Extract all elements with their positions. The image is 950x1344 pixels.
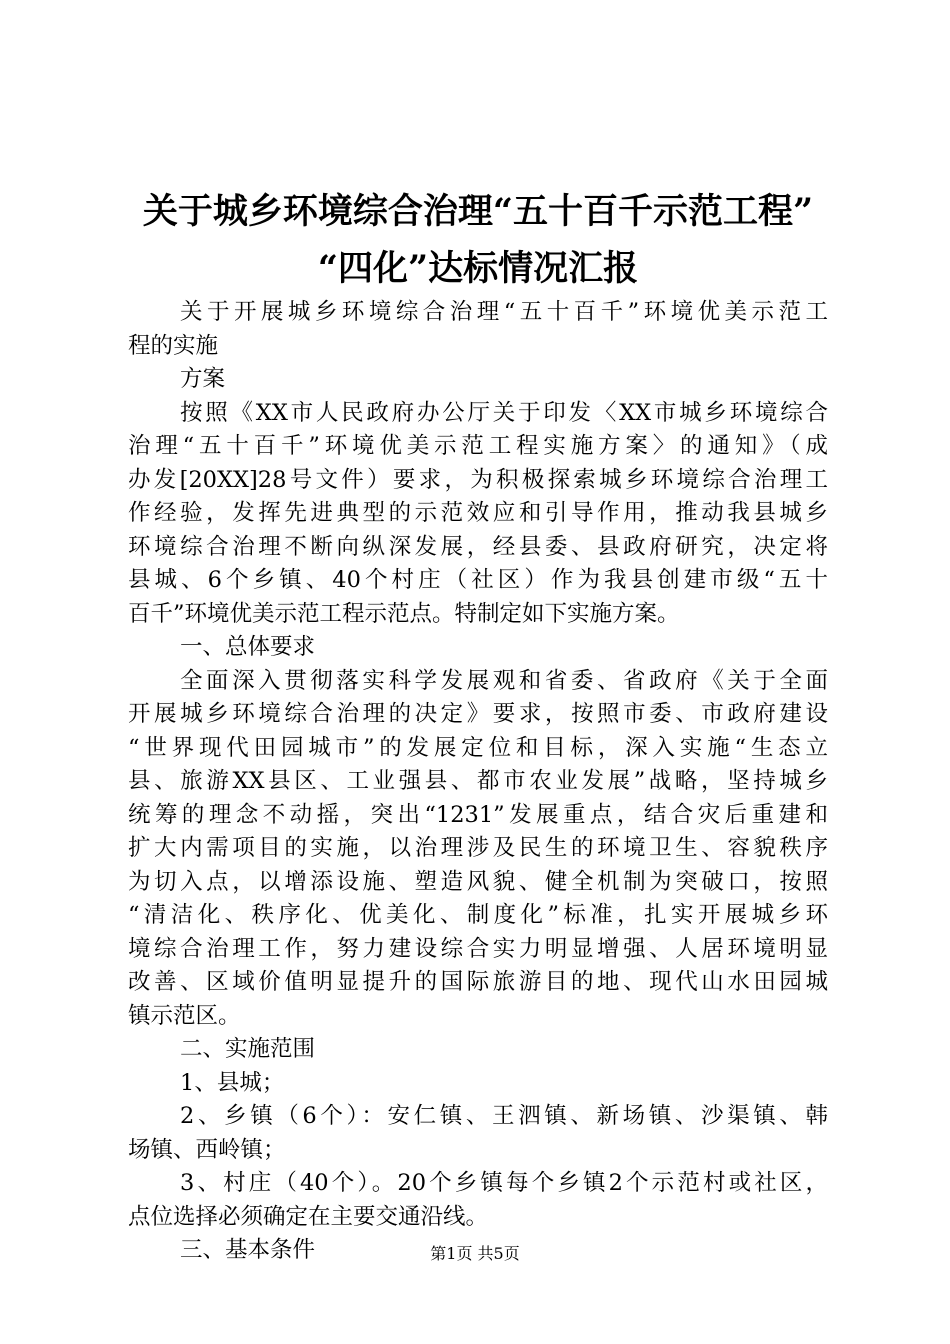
body-text-line: “清洁化、秩序化、优美化、制度化”标准，扎实开展城乡环: [128, 902, 828, 928]
body-text-line: 开展城乡环境综合治理的决定》要求，按照市委、市政府建设: [128, 701, 828, 727]
body-text-line: 按照《XX市人民政府办公厅关于印发〈XX市城乡环境综合: [180, 399, 828, 426]
body-text-line: 全面深入贯彻落实科学发展观和省委、省政府《关于全面: [180, 667, 828, 694]
body-text-line: 治理“五十百千”环境优美示范工程实施方案〉的通知》（成: [128, 433, 828, 459]
body-text-line: 关于开展城乡环境综合治理“五十百千”环境优美示范工: [180, 299, 828, 325]
body-text-line: 二、实施范围: [180, 1036, 316, 1062]
body-text-line: 境综合治理工作，努力建设综合实力明显增强、人居环境明显: [128, 935, 828, 962]
body-text-line: 镇示范区。: [128, 1002, 241, 1029]
body-text-line: 县城、6个乡镇、40个村庄（社区）作为我县创建市级“五十: [128, 567, 828, 593]
body-text-line: “世界现代田园城市”的发展定位和目标，深入实施“生态立: [128, 734, 828, 761]
body-text-line: 方案: [180, 366, 226, 392]
body-text-line: 2、乡镇（6个）：安仁镇、王泗镇、新场镇、沙渠镇、韩: [180, 1103, 828, 1129]
body-text-line: 为切入点，以增添设施、塑造风貌、健全机制为突破口，按照: [128, 868, 828, 895]
body-text-line: 改善、区域价值明显提升的国际旅游目的地、现代山水田园城: [128, 969, 828, 995]
body-text-line: 作经验，发挥先进典型的示范效应和引导作用，推动我县城乡: [128, 500, 828, 526]
body-text-line: 程的实施: [128, 332, 219, 359]
body-text-line: 扩大内需项目的实施，以治理涉及民生的环境卫生、容貌秩序: [128, 835, 828, 861]
body-text-line: 统筹的理念不动摇，突出“1231”发展重点，结合灾后重建和: [128, 801, 828, 828]
document-body: [128, 296, 828, 1268]
body-text-line: 环境综合治理不断向纵深发展，经县委、县政府研究，决定将: [128, 533, 828, 560]
body-text-line: 三、基本条件: [180, 1237, 316, 1263]
document-title-line-2: “四化”达标情况汇报: [317, 248, 639, 289]
body-text-line: 3、村庄（40个）。20个乡镇每个乡镇2个示范村或社区，: [180, 1170, 828, 1196]
body-text-line: 百千”环境优美示范工程示范点。特制定如下实施方案。: [128, 600, 680, 627]
body-text-line: 场镇、西岭镇；: [128, 1136, 286, 1163]
body-text-line: 一、总体要求: [180, 634, 316, 660]
page-footer: 第1页 共5页: [430, 1244, 520, 1263]
body-text-line: 点位选择必须确定在主要交通沿线。: [128, 1203, 489, 1230]
body-text-line: 办发[20XX]28号文件）要求，为积极探索城乡环境综合治理工: [128, 466, 828, 493]
body-text-line: 1、县城；: [180, 1069, 285, 1096]
document-title-line-1: 关于城乡环境综合治理“五十百千示范工程”: [142, 191, 814, 232]
body-text-line: 县、旅游XX县区、工业强县、都市农业发展”战略，坚持城乡: [128, 768, 828, 794]
